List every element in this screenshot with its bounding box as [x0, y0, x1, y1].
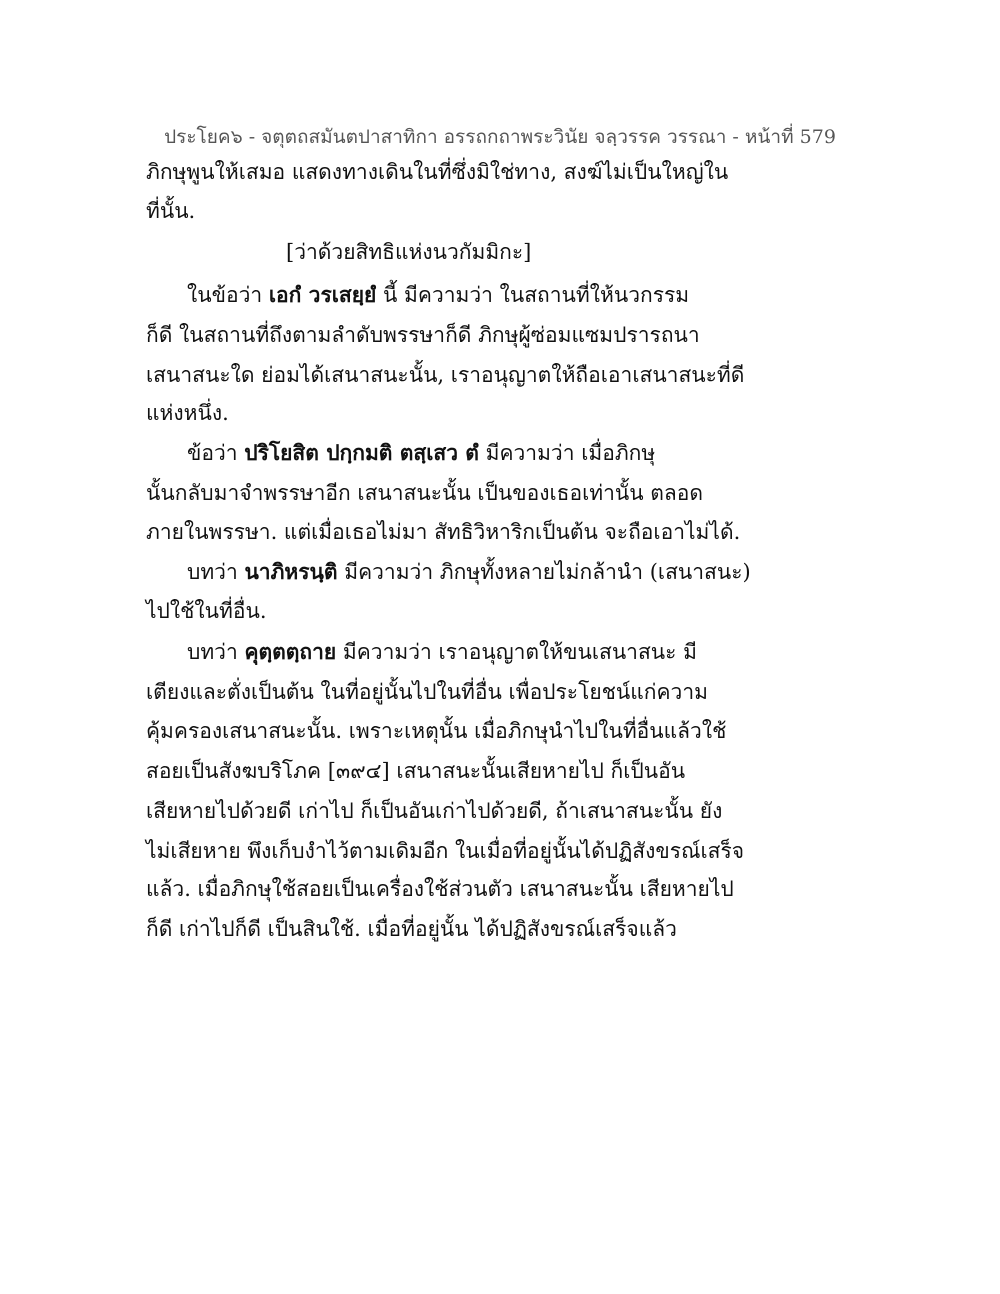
- text-span: มีความว่า ภิกษุทั้งหลายไม่กล้านำ (เสนาสนะ): [337, 560, 751, 584]
- pali-term: คุตฺตตฺถาย: [244, 639, 337, 664]
- text-line: [187, 438, 747, 468]
- text-line: ภิกษุพูนให้เสมอ แสดงทางเดินในที่ซึ่งมิใช่ทาง, สงฆ์ไม่เป็นใหญ่ใน: [146, 160, 729, 184]
- text-span: บทว่า: [187, 560, 245, 584]
- text-line: แล้ว. เมื่อภิกษุใช้สอยเป็นเครื่องใช้ส่วนตัว เสนาสนะนั้น เสียหายไป: [146, 877, 734, 901]
- text-line: เตียงและตั่งเป็นต้น ในที่อยู่นั้นไปในที่อื่น เพื่อประโยชน์แก่ความ: [146, 680, 708, 704]
- text-line: ก็ดี เก่าไปก็ดี เป็นสินใช้. เมื่อที่อยู่นั้น ได้ปฏิสังขรณ์เสร็จแล้ว: [146, 917, 677, 941]
- text-line: คุ้มครองเสนาสนะนั้น. เพราะเหตุนั้น เมื่อภิกษุนำไปในที่อื่นแล้วใช้: [146, 719, 727, 743]
- text-line: [187, 557, 751, 587]
- page-header: ประโยค๖ - จตุตถสมันตปาสาทิกา อรรถกถาพระวินัย จลฺวรรค วรรณา - หน้าที่ 579: [164, 126, 836, 148]
- text-line: นั้นกลับมาจำพรรษาอีก เสนาสนะนั้น เป็นของเธอเท่านั้น ตลอด: [146, 481, 704, 505]
- text-line: เสียหายไปด้วยดี เก่าไป ก็เป็นอันเก่าไปด้วยดี, ถ้าเสนาสนะนั้น ยัง: [146, 799, 723, 823]
- text-line: ภายในพรรษา. แต่เมื่อเธอไม่มา สัทธิวิหาริกเป็นต้น จะถือเอาไม่ได้.: [146, 520, 741, 544]
- text-line: ไปใช้ในที่อื่น.: [146, 599, 267, 623]
- section-heading: [ว่าด้วยสิทธิแห่งนวกัมมิกะ]: [286, 240, 532, 264]
- text-span: นี้ มีความว่า ในสถานที่ให้นวกรรม: [376, 283, 690, 307]
- text-line: [187, 280, 747, 310]
- text-line: ก็ดี ในสถานที่ถึงตามลำดับพรรษาก็ดี ภิกษุผู้ซ่อมแซมปรารถนา: [146, 323, 700, 347]
- text-line: แห่งหนึ่ง.: [146, 401, 229, 425]
- text-line: [187, 637, 747, 667]
- pali-term: ปริโยสิต ปกฺกมติ ตสฺเสว ตํ: [244, 440, 479, 465]
- text-line: ที่นั้น.: [146, 199, 196, 223]
- text-span: ในข้อว่า: [187, 283, 269, 307]
- text-span: มีความว่า เราอนุญาตให้ขนเสนาสนะ มี: [336, 640, 697, 664]
- pali-term: นาภิหรนฺติ: [244, 559, 338, 584]
- pali-term: เอกํ วรเสยฺยํ: [268, 282, 377, 307]
- text-line: ไม่เสียหาย พึงเก็บงำไว้ตามเดิมอีก ในเมื่อที่อยู่นั้นได้ปฏิสังขรณ์เสร็จ: [146, 839, 745, 863]
- text-span: มีความว่า เมื่อภิกษุ: [478, 441, 656, 465]
- text-line: สอยเป็นสังฆบริโภค [๓๙๔] เสนาสนะนั้นเสียหายไป ก็เป็นอัน: [146, 759, 686, 783]
- text-span: บทว่า: [187, 640, 245, 664]
- text-span: ข้อว่า: [187, 441, 245, 465]
- text-line: เสนาสนะใด ย่อมได้เสนาสนะนั้น, เราอนุญาตให้ถือเอาเสนาสนะที่ดี: [146, 363, 745, 387]
